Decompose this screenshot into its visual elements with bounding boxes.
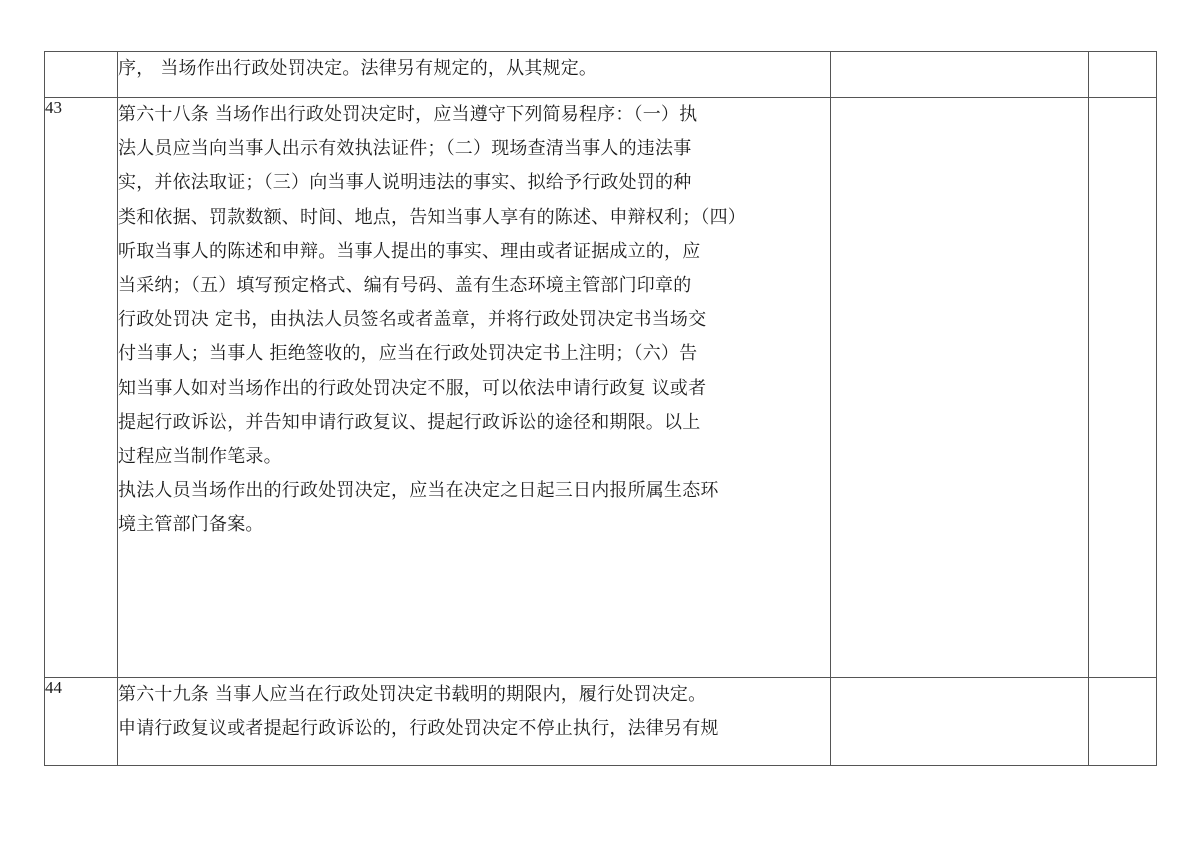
text-line: 听取当事人的陈述和申辩。当事人提出的事实、理由或者证据成立的，应 [118, 240, 701, 262]
row-number-cell: 44 [45, 678, 118, 766]
text-line: 知当事人如对当场作出的行政处罚决定不服，可以依法申请行政复 议或者 [118, 377, 707, 399]
text-line: 第六十九条 当事人应当在行政处罚决定书载明的期限内，履行处罚决定。 [118, 684, 707, 705]
text-line: 行政处罚决 定书，由执法人员签名或者盖章，并将行政处罚决定书当场交 [118, 309, 707, 331]
text-line: 执法人员当场作出的行政处罚决定，应当在决定之日起三日内报所属生态环 [118, 480, 719, 502]
text-line: 当采纳；（五）填写预定格式、编有号码、盖有生态环境主管部门印章的 [118, 275, 692, 297]
text-line: 序， 当场作出行政处罚决定。法律另有规定的，从其规定。 [118, 58, 598, 79]
table-row [45, 98, 1157, 678]
table-row [45, 52, 1157, 98]
article-text-cell [118, 678, 831, 766]
text-line: 申请行政复议或者提起行政诉讼的，行政处罚决定不停止执行，法律另有规 [118, 718, 719, 740]
text-line: 第六十八条 当场作出行政处罚决定时，应当遵守下列简易程序：（一）执 [118, 104, 698, 125]
row-number-cell: 43 [45, 98, 118, 678]
text-line: 实，并依法取证；（三）向当事人说明违法的事实、拟给予行政处罚的种 [118, 172, 692, 194]
table-row [45, 678, 1157, 766]
text-line: 付当事人；当事人 拒绝签收的，应当在行政处罚决定书上注明；（六）告 [118, 343, 698, 365]
empty-cell [1089, 52, 1157, 98]
empty-cell [1089, 98, 1157, 678]
empty-cell [831, 52, 1089, 98]
text-line: 境主管部门备案。 [118, 514, 264, 536]
article-text-cell [118, 52, 831, 98]
regulation-table [44, 51, 1157, 766]
empty-cell [831, 678, 1089, 766]
empty-cell [831, 98, 1089, 678]
text-line: 法人员应当向当事人出示有效执法证件；（二）现场查清当事人的违法事 [118, 138, 692, 160]
empty-cell [1089, 678, 1157, 766]
text-line: 类和依据、罚款数额、时间、地点，告知当事人享有的陈述、申辩权利；（四） [118, 206, 746, 228]
text-line: 提起行政诉讼，并告知申请行政复议、提起行政诉讼的途径和期限。以上 [118, 411, 701, 433]
row-number-cell [45, 52, 118, 98]
text-line: 过程应当制作笔录。 [118, 446, 282, 468]
article-text-cell [118, 98, 831, 678]
